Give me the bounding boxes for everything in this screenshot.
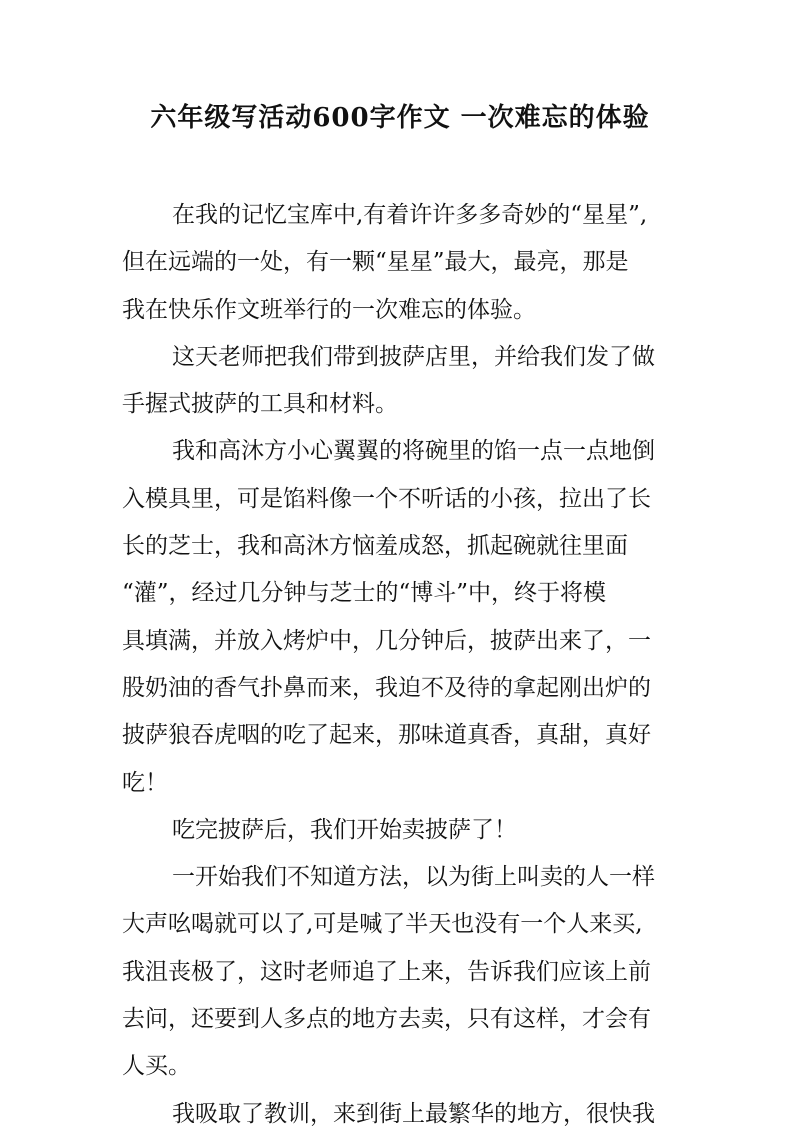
document-body (122, 192, 682, 1138)
paragraph-4 (122, 807, 682, 854)
paragraph-line: 一开始我们不知道方法，以为街上叫卖的人一样 (172, 864, 655, 891)
paragraph-line: 这天老师把我们带到披萨店里，并给我们发了做 (172, 343, 655, 370)
paragraph-line: 我沮丧极了，这时老师追了上来，告诉我们应该上前 (122, 958, 651, 985)
paragraph-3 (122, 428, 682, 806)
paragraph-6 (122, 1091, 682, 1138)
paragraph-line: 吃！ (122, 769, 168, 796)
paragraph-2 (122, 334, 682, 429)
paragraph-line: 去问，还要到人多点的地方去卖，只有这样，才会有 (122, 1006, 651, 1033)
paragraph-line: 我在快乐作文班举行的一次难忘的体验。 (122, 296, 536, 323)
paragraph-line: 披萨狼吞虎咽的吃了起来，那味道真香，真甜，真好 (122, 722, 651, 749)
paragraph-line: 大声吆喝就可以了,可是喊了半天也没有一个人来买, (122, 911, 643, 938)
paragraph-5 (122, 854, 682, 1090)
paragraph-line: 股奶油的香气扑鼻而来，我迫不及待的拿起刚出炉的 (122, 674, 651, 701)
paragraph-line: 长的芝士，我和高沐方恼羞成怒，抓起碗就往里面 (122, 533, 628, 560)
paragraph-line: 吃完披萨后，我们开始卖披萨了！ (172, 816, 517, 843)
paragraph-line: 人买。 (122, 1053, 191, 1080)
paragraph-line: “灌”，经过几分钟与芝士的“博斗”中，终于将模 (122, 580, 607, 607)
paragraph-line: 入模具里，可是馅料像一个不听话的小孩，拉出了长 (122, 485, 651, 512)
paragraph-line: 具填满，并放入烤炉中，几分钟后，披萨出来了，一 (122, 627, 651, 654)
paragraph-1 (122, 192, 682, 334)
document-title: 六年级写活动600字作文 一次难忘的体验 (150, 103, 650, 133)
paragraph-line: 我和高沐方小心翼翼的将碗里的馅一点一点地倒 (172, 438, 655, 465)
paragraph-line: 但在远端的一处，有一颗“星星”最大，最亮，那是 (122, 249, 629, 276)
paragraph-line: 在我的记忆宝库中,有着许许多多奇妙的“星星”, (172, 202, 648, 228)
paragraph-line: 我吸取了教训，来到街上最繁华的地方，很快我 (172, 1100, 655, 1127)
paragraph-line: 手握式披萨的工具和材料。 (122, 391, 398, 418)
